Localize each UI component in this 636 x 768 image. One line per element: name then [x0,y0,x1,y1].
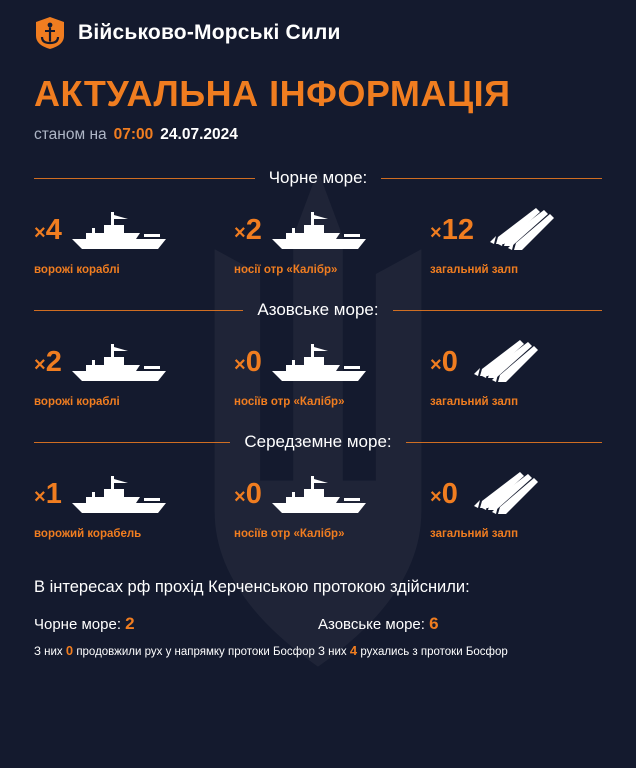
kerch-column-header [34,614,318,634]
section-header [34,300,602,320]
stat-label: загальний залп [430,264,519,276]
stat-value: ×0 [430,345,458,378]
section-mediterranean-sea [34,432,602,540]
subtitle-date: 24.07.2024 [160,126,238,143]
kerch-note-number: 4 [349,643,358,659]
stat-label: носіїв отр «Калібр» [234,396,345,408]
stat-value: ×0 [430,477,458,510]
kerch-strait-block [34,576,602,661]
stat-total-salvo [430,466,602,540]
stat-total-salvo [430,334,602,408]
missiles-icon [466,340,542,384]
kerch-note-post: продовжили рух у напрямку протоки Босфор [76,646,315,659]
section-black-sea [34,168,602,276]
kerch-note-post: рухались з протоки Босфор [360,646,508,659]
kerch-column-count: 2 [125,614,135,634]
stat-label: носії отр «Калібр» [234,264,338,276]
kerch-column-name: Чорне море: [34,616,121,634]
stat-kalibr-carriers [234,466,430,540]
stat-kalibr-carriers [234,334,430,408]
kerch-note-number: 0 [65,643,74,659]
stat-row [34,334,602,408]
section-title: Чорне море: [268,168,368,187]
subtitle [34,126,602,144]
stat-label: ворожий корабель [34,528,142,540]
anchor-emblem-icon [34,16,66,50]
kerch-column-note [318,642,602,661]
section-title: Середземне море: [244,432,392,451]
kerch-column-azov-sea [318,614,602,661]
section-header [34,432,602,452]
stat-value: ×0 [234,345,262,378]
stat-value: ×2 [234,213,262,246]
missiles-icon [466,472,542,516]
stat-row [34,466,602,540]
section-azov-sea [34,300,602,408]
warship-icon [270,208,370,252]
divider-left [34,442,230,443]
page-title: АКТУАЛЬНА ІНФОРМАЦІЯ [34,73,511,114]
kerch-note-pre: З них [318,646,347,659]
divider-right [406,442,602,443]
stat-label: ворожі кораблі [34,396,120,408]
kerch-column-name: Азовське море: [318,616,425,634]
warship-icon [70,340,170,384]
stat-value: ×4 [34,213,62,246]
stat-row [34,202,602,276]
kerch-column-black-sea [34,614,318,661]
header [34,0,602,50]
stat-total-salvo [430,202,602,276]
stat-value: ×12 [430,213,474,246]
warship-icon [270,340,370,384]
subtitle-time: 07:00 [113,126,154,143]
warship-icon [70,472,170,516]
warship-icon [70,208,170,252]
stat-label: загальний залп [430,528,519,540]
section-title: Азовське море: [257,300,379,319]
stat-enemy-ships [34,466,234,540]
stat-value: ×2 [34,345,62,378]
warship-icon [270,472,370,516]
stat-value: ×1 [34,477,62,510]
missiles-icon [482,208,558,252]
stat-label: носіїв отр «Калібр» [234,528,345,540]
stat-value: ×0 [234,477,262,510]
kerch-column-note [34,642,318,661]
kerch-column-count: 6 [429,614,439,634]
kerch-column-header [318,614,602,634]
divider-left [34,178,255,179]
stat-kalibr-carriers [234,202,430,276]
stat-label: ворожі кораблі [34,264,120,276]
stat-enemy-ships [34,334,234,408]
divider-right [381,178,602,179]
divider-left [34,310,243,311]
stat-label: загальний залп [430,396,519,408]
divider-right [393,310,602,311]
subtitle-label: станом на [34,126,107,143]
kerch-strait-title: В інтересах рф прохід Керченською протокою здійснили: [34,578,470,596]
section-header [34,168,602,188]
kerch-note-pre: З них [34,646,63,659]
stat-enemy-ships [34,202,234,276]
header-title: Військово-Морські Сили [78,21,341,44]
